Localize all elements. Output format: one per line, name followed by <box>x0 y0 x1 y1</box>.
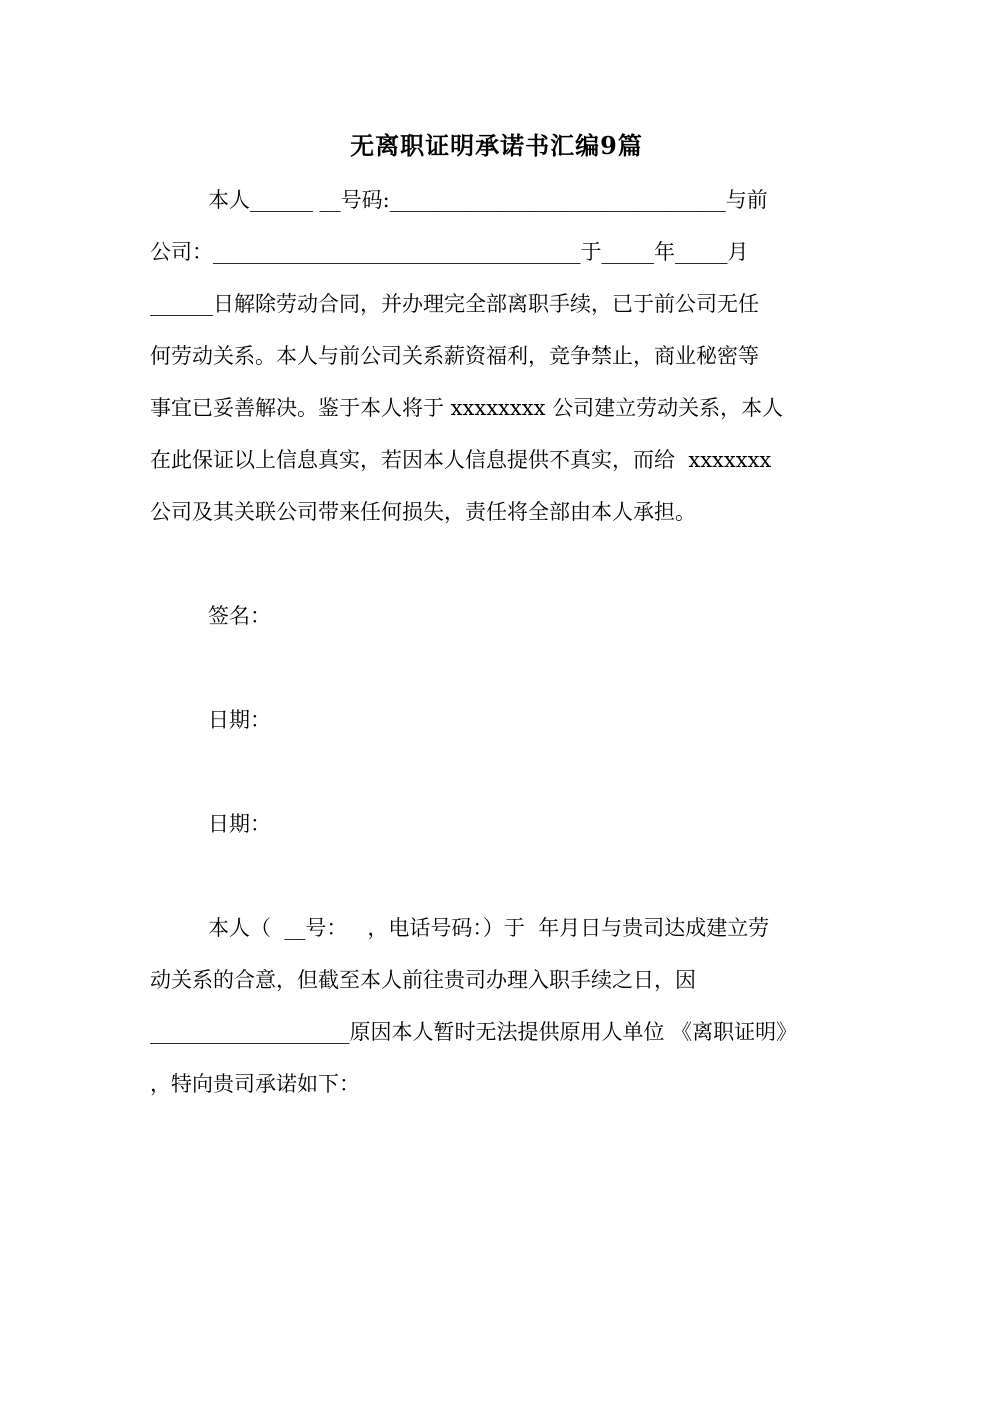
date-label: 日期： <box>208 812 271 836</box>
paragraph-line: 公司及其关联公司带来任何损失，责任将全部由本人承担。 <box>150 500 696 524</box>
paragraph-line: 公司：___________________________________于_____年_____月 <box>150 240 749 264</box>
paragraph-line: 本人______ __号码:________________________________与前 <box>208 188 768 212</box>
signature-label: 签名： <box>208 604 271 628</box>
paragraph-line: 事宜已妥善解决。鉴于本人将于 xxxxxxxx 公司建立劳动关系，本人 <box>150 396 784 420</box>
paragraph-line: ___________________原因本人暂时无法提供原用人单位 《离职证明》 <box>150 1020 798 1044</box>
date-label: 日期： <box>208 708 271 732</box>
paragraph-line: 何劳动关系。本人与前公司关系薪资福利，竞争禁止，商业秘密等 <box>150 344 759 368</box>
paragraph-line: ______日解除劳动合同，并办理完全部离职手续，已于前公司无任 <box>150 292 759 316</box>
paragraph-line: ，特向贵司承诺如下： <box>150 1072 360 1096</box>
document-title: 无离职证明承诺书汇编9篇 <box>350 131 643 160</box>
paragraph-line: 在此保证以上信息真实，若因本人信息提供不真实，而给 xxxxxxx <box>150 448 772 472</box>
paragraph-line: 本人（ __号： ，电话号码：）于 年月日与贵司达成建立劳 <box>208 916 770 940</box>
paragraph-line: 动关系的合意，但截至本人前往贵司办理入职手续之日，因 <box>150 968 696 992</box>
